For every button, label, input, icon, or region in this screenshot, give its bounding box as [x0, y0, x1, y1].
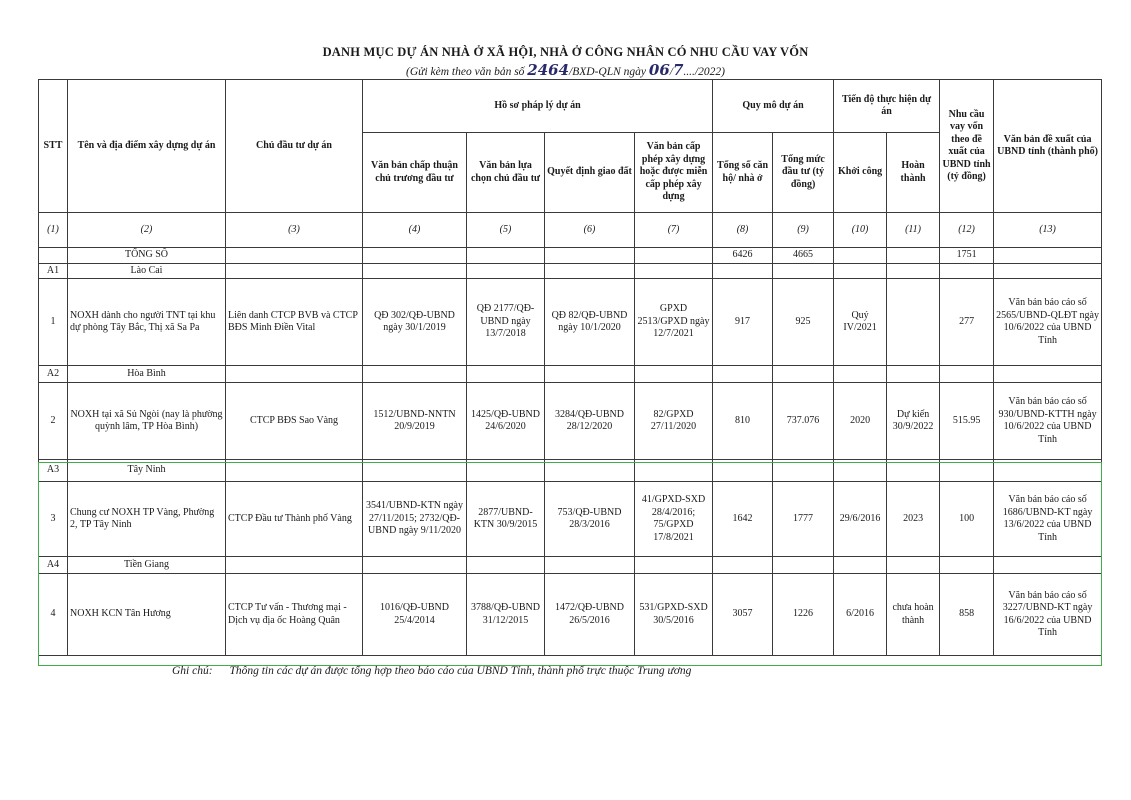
col-num: (8) [713, 213, 773, 248]
empty-cell [545, 263, 635, 279]
footnote-label: Ghi chú: [172, 665, 213, 677]
header-total-investment: Tổng mức đầu tư (tỷ đồng) [773, 133, 834, 213]
empty-cell [887, 263, 940, 279]
project-name-cell: NOXH KCN Tân Hương [68, 574, 226, 656]
group-province: Lào Cai [68, 263, 226, 279]
empty-cell [994, 263, 1102, 279]
group-province: Tây Ninh [68, 460, 226, 482]
col-num: (10) [834, 213, 887, 248]
col-num: (1) [39, 213, 68, 248]
subtitle-prefix: (Gửi kèm theo văn bản số [406, 66, 525, 78]
empty-cell [226, 460, 363, 482]
header-start: Khởi công [834, 133, 887, 213]
start-cell: 6/2016 [834, 574, 887, 656]
investor-cell: CTCP Đầu tư Thành phố Vàng [226, 482, 363, 557]
column-number-row [39, 213, 1102, 248]
handwritten-month: 7 [672, 61, 684, 79]
col-num: (2) [68, 213, 226, 248]
header-land-decision: Quyết định giao đất [545, 133, 635, 213]
group-province: Tiền Giang [68, 557, 226, 574]
units-cell: 3057 [713, 574, 773, 656]
empty-cell [994, 460, 1102, 482]
group-province: Hòa Bình [68, 366, 226, 383]
col-num: (3) [226, 213, 363, 248]
start-cell: Quý IV/2021 [834, 279, 887, 366]
selection-cell: QĐ 2177/QĐ-UBND ngày 13/7/2018 [467, 279, 545, 366]
loan-cell: 858 [940, 574, 994, 656]
header-investor: Chủ đầu tư dự án [226, 80, 363, 213]
header-progress: Tiến độ thực hiện dự án [834, 80, 940, 133]
approval-cell: 1512/UBND-NNTN 20/9/2019 [363, 383, 467, 460]
table-row [39, 574, 1102, 656]
finish-cell: Dự kiến 30/9/2022 [887, 383, 940, 460]
empty-cell [940, 366, 994, 383]
empty-cell [226, 366, 363, 383]
investment-cell: 737.076 [773, 383, 834, 460]
project-name-cell: Chung cư NOXH TP Vàng, Phường 2, TP Tây Ninh [68, 482, 226, 557]
empty-cell [887, 366, 940, 383]
empty-cell [635, 557, 713, 574]
empty-cell [834, 557, 887, 574]
subtitle-sep: / [669, 66, 673, 78]
group-row-a4 [39, 557, 1102, 574]
col-num: (5) [467, 213, 545, 248]
start-cell: 2020 [834, 383, 887, 460]
col-num: (12) [940, 213, 994, 248]
land-cell: 1472/QĐ-UBND 26/5/2016 [545, 574, 635, 656]
table-row [39, 383, 1102, 460]
col-num: (13) [994, 213, 1102, 248]
total-row [39, 248, 1102, 264]
loan-cell: 515.95 [940, 383, 994, 460]
empty-cell [887, 557, 940, 574]
header-construction-permit: Văn bản cấp phép xây dựng hoặc được miễn cấp phép xây dựng [635, 133, 713, 213]
group-code: A4 [39, 557, 68, 574]
empty-cell [713, 460, 773, 482]
project-name-cell: NOXH dành cho người TNT tại khu dự phòng Tây Bắc, Thị xã Sa Pa [68, 279, 226, 366]
header-approval: Văn bản chấp thuận chủ trương đầu tư [363, 133, 467, 213]
empty-cell [773, 366, 834, 383]
stt-cell: 4 [39, 574, 68, 656]
document-title: DANH MỤC DỰ ÁN NHÀ Ở XÃ HỘI, NHÀ Ở CÔNG NHÂN CÓ NHU CẦU VAY VỐN [322, 45, 809, 59]
units-cell: 1642 [713, 482, 773, 557]
header-legal-docs: Hồ sơ pháp lý dự án [363, 80, 713, 133]
approval-cell: 1016/QĐ-UBND 25/4/2014 [363, 574, 467, 656]
empty-cell [545, 366, 635, 383]
header-project-name: Tên và địa điểm xây dựng dự án [68, 80, 226, 213]
projects-table [38, 79, 1102, 656]
empty-cell [940, 557, 994, 574]
group-row-a3 [39, 460, 1102, 482]
header-proposal-doc: Văn bản đề xuất của UBND tỉnh (thành phố) [994, 80, 1102, 213]
empty-cell [713, 366, 773, 383]
group-code: A3 [39, 460, 68, 482]
investment-cell: 1226 [773, 574, 834, 656]
header-loan-need: Nhu cầu vay vốn theo đề xuất của UBND tỉnh (tỷ đồng) [940, 80, 994, 213]
header-total-units: Tổng số căn hộ/ nhà ở [713, 133, 773, 213]
proposal-cell: Văn bản báo cáo số 1686/UBND-KT ngày 13/6/2022 của UBND Tỉnh [994, 482, 1102, 557]
table-row [39, 279, 1102, 366]
selection-cell: 1425/QĐ-UBND 24/6/2020 [467, 383, 545, 460]
empty-cell [713, 263, 773, 279]
proposal-cell: Văn bản báo cáo số 2565/UBND-QLĐT ngày 10/6/2022 của UBND Tỉnh [994, 279, 1102, 366]
col-num: (11) [887, 213, 940, 248]
loan-cell: 100 [940, 482, 994, 557]
stt-cell: 3 [39, 482, 68, 557]
header-scale: Quy mô dự án [713, 80, 834, 133]
footnote-text: Thông tin các dự án được tổng hợp theo báo cáo của UBND Tỉnh, thành phố trực thuộc Trung ương [229, 665, 692, 677]
selection-cell: 3788/QĐ-UBND 31/12/2015 [467, 574, 545, 656]
stt-cell: 1 [39, 279, 68, 366]
group-row-a1 [39, 263, 1102, 279]
empty-cell [226, 557, 363, 574]
empty-cell [773, 557, 834, 574]
approval-cell: QĐ 302/QĐ-UBND ngày 30/1/2019 [363, 279, 467, 366]
subtitle-suffix: ..../2022) [683, 66, 725, 78]
empty-cell [467, 263, 545, 279]
group-code: A2 [39, 366, 68, 383]
empty-cell [226, 263, 363, 279]
empty-cell [635, 366, 713, 383]
group-code: A1 [39, 263, 68, 279]
permit-cell: GPXD 2513/GPXD ngày 12/7/2021 [635, 279, 713, 366]
col-num: (7) [635, 213, 713, 248]
total-units: 6426 [713, 248, 773, 264]
permit-cell: 82/GPXD 27/11/2020 [635, 383, 713, 460]
empty-cell [545, 460, 635, 482]
finish-cell: 2023 [887, 482, 940, 557]
empty-cell [773, 460, 834, 482]
investment-cell: 925 [773, 279, 834, 366]
group-row-a2 [39, 366, 1102, 383]
empty-cell [713, 557, 773, 574]
land-cell: 3284/QĐ-UBND 28/12/2020 [545, 383, 635, 460]
selection-cell: 2877/UBND-KTN 30/9/2015 [467, 482, 545, 557]
subtitle-middle: /BXD-QLN ngày [569, 66, 647, 78]
header-selection: Văn bản lựa chọn chủ đầu tư [467, 133, 545, 213]
empty-cell [940, 460, 994, 482]
approval-cell: 3541/UBND-KTN ngày 27/11/2015; 2732/QĐ-UBND ngày 9/11/2020 [363, 482, 467, 557]
col-num: (9) [773, 213, 834, 248]
proposal-cell: Văn bản báo cáo số 3227/UBND-KT ngày 16/6/2022 của UBND Tỉnh [994, 574, 1102, 656]
document-subtitle [0, 61, 1131, 79]
empty-cell [834, 366, 887, 383]
investor-cell: Liên danh CTCP BVB và CTCP BĐS Minh Điền Vital [226, 279, 363, 366]
empty-cell [994, 557, 1102, 574]
proposal-cell: Văn bản báo cáo số 930/UBND-KTTH ngày 10/6/2022 của UBND Tỉnh [994, 383, 1102, 460]
header-row-1 [39, 80, 1102, 133]
empty-cell [635, 460, 713, 482]
units-cell: 810 [713, 383, 773, 460]
investment-cell: 1777 [773, 482, 834, 557]
total-investment: 4665 [773, 248, 834, 264]
total-label: TỔNG SỐ [68, 248, 226, 264]
land-cell: 753/QĐ-UBND 28/3/2016 [545, 482, 635, 557]
empty-cell [363, 557, 467, 574]
total-loan: 1751 [940, 248, 994, 264]
permit-cell: 531/GPXD-SXD 30/5/2016 [635, 574, 713, 656]
handwritten-day: 06 [648, 61, 670, 79]
project-name-cell: NOXH tại xã Sủ Ngòi (nay là phường quỳnh lâm, TP Hòa Bình) [68, 383, 226, 460]
permit-cell: 41/GPXD-SXD 28/4/2016; 75/GPXD 17/8/2021 [635, 482, 713, 557]
empty-cell [467, 557, 545, 574]
units-cell: 917 [713, 279, 773, 366]
handwritten-doc-number: 2464 [527, 61, 570, 79]
header-stt: STT [39, 80, 68, 213]
empty-cell [363, 460, 467, 482]
table-row [39, 482, 1102, 557]
col-num: (4) [363, 213, 467, 248]
empty-cell [467, 366, 545, 383]
empty-cell [887, 460, 940, 482]
footnote [172, 665, 691, 677]
finish-cell [887, 279, 940, 366]
header-finish: Hoàn thành [887, 133, 940, 213]
investor-cell: CTCP BĐS Sao Vàng [226, 383, 363, 460]
empty-cell [834, 263, 887, 279]
col-num: (6) [545, 213, 635, 248]
empty-cell [467, 460, 545, 482]
empty-cell [994, 366, 1102, 383]
empty-cell [834, 460, 887, 482]
empty-cell [773, 263, 834, 279]
empty-cell [363, 366, 467, 383]
land-cell: QĐ 82/QĐ-UBND ngày 10/1/2020 [545, 279, 635, 366]
finish-cell: chưa hoàn thành [887, 574, 940, 656]
empty-cell [363, 263, 467, 279]
investor-cell: CTCP Tư vấn - Thương mại - Dịch vụ địa ốc Hoàng Quân [226, 574, 363, 656]
loan-cell: 277 [940, 279, 994, 366]
empty-cell [545, 557, 635, 574]
empty-cell [635, 263, 713, 279]
empty-cell [940, 263, 994, 279]
stt-cell: 2 [39, 383, 68, 460]
start-cell: 29/6/2016 [834, 482, 887, 557]
